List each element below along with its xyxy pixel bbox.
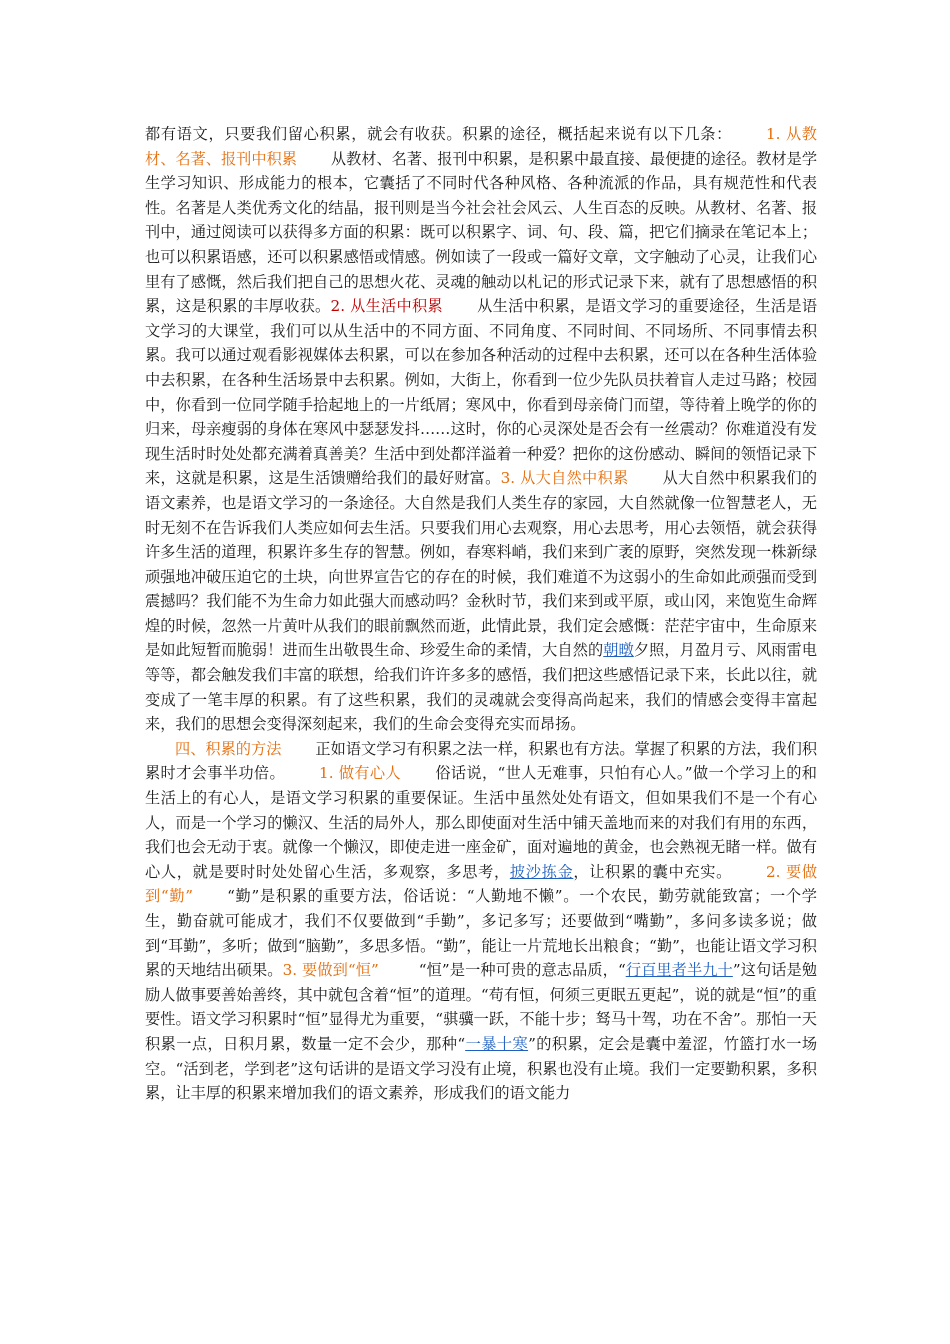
body-text: 从大自然中积累我们的语文素养，也是语文学习的一条途径。大自然是我们人类生存的家园，大自然就像一位智慧老人，无时无刻不在告诉我们人类应如何去生活。只要我们用心去观察，用心去思考，用心去领悟，就会获得许多生活的道理，积累许多生存的智慧。例如，春寒料峭，我们来到广袤的原野，突然发现一株新绿顽强地冲破压迫它的土块，向世界宣告它的存在的时候，我们难道不为这弱小的生命如此顽强而受到震撼吗？我们能不为生命力如此强大而感动吗？金秋时节，我们来到或平原，或山冈，来饱览生命辉煌的时候，忽然一片黄叶从我们的眼前飘然而逝，此情此景，我们定会感慨：茫茫宇宙中，生命原来是如此短暂而脆弱！进而生出敬畏生命、珍爱生命的柔情，大自然的: [145, 469, 818, 660]
section-heading-perseverance: 3. 要做到“恒”: [282, 961, 379, 980]
body-text: 从教材、名著、报刊中积累，是积累中最直接、最便捷的途径。教材是学生学习知识、形成能力的根本，它囊括了不同时代各种风格、各种流派的作品，具有规范性和代表性。名著是人类优秀文化的结晶，报刊则是当今社会社会风云、人生百态的反映。从教材、名著、报刊中，通过阅读可以获得多方面的积累：既可以积累字、词、句、段、篇，把它们摘录在笔记本上；也可以积累语感，还可以积累感悟或情感。例如读了一段或一篇好文章，文字触动了心灵，让我们心里有了感慨，然后我们把自己的思想火花、灵魂的触动以札记的形式记录下来，就有了思想感悟的积累，这是积累的丰厚收获。: [145, 149, 818, 316]
body-text: ”这句话是勉励人做事要善始善终，其中就包含着“恒”的道理。“苟有恒，何须三更眠五更起”，说的就是“恒”的重要性。语文学习积累时“恒”显得尤为重要，“骐骥一跃，不能十步；驽马十驾，功在不舍”。那怕一天积累一点，日积月累，数量一定不会少，那种“: [145, 961, 818, 1053]
body-text: 都有语文，只要我们留心积累，就会有收获。积累的途径，概括起来说有以下几条：: [145, 125, 732, 143]
body-text: 从生活中积累，是语文学习的重要途径，生活是语文学习的大课堂，我们可以从生活中的不同方面、不同角度、不同时间、不同场所、不同事情去积累。我可以通过观看影视媒体去积累，可以在参加各种活动的过程中去积累，还可以在各种生活体验中去积累，在各种生活场景中去积累。例如，大街上，你看到一位少先队员扶着盲人走过马路；校园中，你看到一位同学随手拾起地上的一片纸屑；寒风中，你看到母亲倚门而望，等待着上晚学的你的归来，母亲瘦弱的身体在寒风中瑟瑟发抖……这时，你的心灵深处是否会有一丝震动？你难道没有发现生活时时处处都充满着真善美？生活中到处都洋溢着一种爱？把你的这份感动、瞬间的领悟记录下来，这就是积累，这是生活馈赠给我们的最好财富。: [145, 297, 818, 488]
link-pishajianjin[interactable]: 披沙拣金: [509, 862, 574, 881]
paragraph-accumulation-methods: [145, 737, 817, 1106]
section-heading-methods: 四、积累的方法: [175, 739, 282, 758]
paragraph-accumulation-paths: [145, 122, 817, 737]
body-text: 夕照，月盈月亏、风雨雷电等等，都会触发我们丰富的联想，给我们许许多多的感悟，我们把这些感悟记录下来，长此以往，就变成了一笔丰厚的积累。有了这些积累，我们的灵魂就会变得高尚起来，我们的情感会变得丰富起来，我们的思想会变得深刻起来，我们的生命会变得充实而昂扬。: [145, 641, 818, 734]
body-text: “恒”是一种可贵的意志品质，“: [418, 961, 626, 980]
section-heading-textbooks: 1. 从教材、名著、报刊中积累: [145, 125, 817, 168]
section-heading-life: 2. 从生活中积累: [330, 297, 443, 316]
body-text: 正如语文学习有积累之法一样，积累也有方法。掌握了积累的方法，我们积累时才会事半功倍。: [145, 739, 818, 783]
body-text: ，让积累的囊中充实。: [573, 862, 732, 881]
section-heading-diligence: 2. 要做到“勤”: [145, 862, 818, 906]
link-xingbaili[interactable]: 行百里者半九十: [625, 961, 733, 980]
section-heading-attentive: 1. 做有心人: [319, 764, 401, 783]
body-text: 俗话说，“世人无难事，只怕有心人。”做一个学习上的和生活上的有心人，是语文学习积累的重要保证。生活中虽然处处有语文，但如果我们不是一个有心人，而是一个学习的懒汉、生活的局外人，那么即使面对生活中铺天盖地而来的对我们有用的东西，我们也会无动于衷。就像一个懒汉，即使走进一座金矿，面对遍地的黄金，也会熟视无睹一样。做有心人，就是要时时处处留心生活，多观察，多思考，: [145, 764, 817, 881]
link-yipushihan[interactable]: 一暴十寒: [465, 1034, 529, 1053]
body-text: “勤”是积累的重要方法，俗话说：“人勤地不懒”。一个农民，勤劳就能致富；一个学生，勤奋就可能成才，我们不仅要做到“手勤”，多记多写；还要做到“嘴勤”，多问多读多说；做到“耳勤”，多听；做到“脑勤”，多思多悟。“勤”，能让一片荒地长出粮食；“勤”，也能让语文学习积累的天地结出硕果。: [145, 887, 817, 980]
body-text: ”的积累，定会是囊中羞涩，竹篮打水一场空。“活到老，学到老”这句话讲的是语文学习没有止境，积累也没有止境。我们一定要勤积累，多积累，让丰厚的积累来增加我们的语文素养，形成我们的语文能力: [145, 1034, 818, 1103]
document-body: [145, 122, 817, 1106]
link-zhaotun[interactable]: 朝暾: [603, 641, 634, 660]
section-heading-nature: 3. 从大自然中积累: [500, 469, 629, 488]
